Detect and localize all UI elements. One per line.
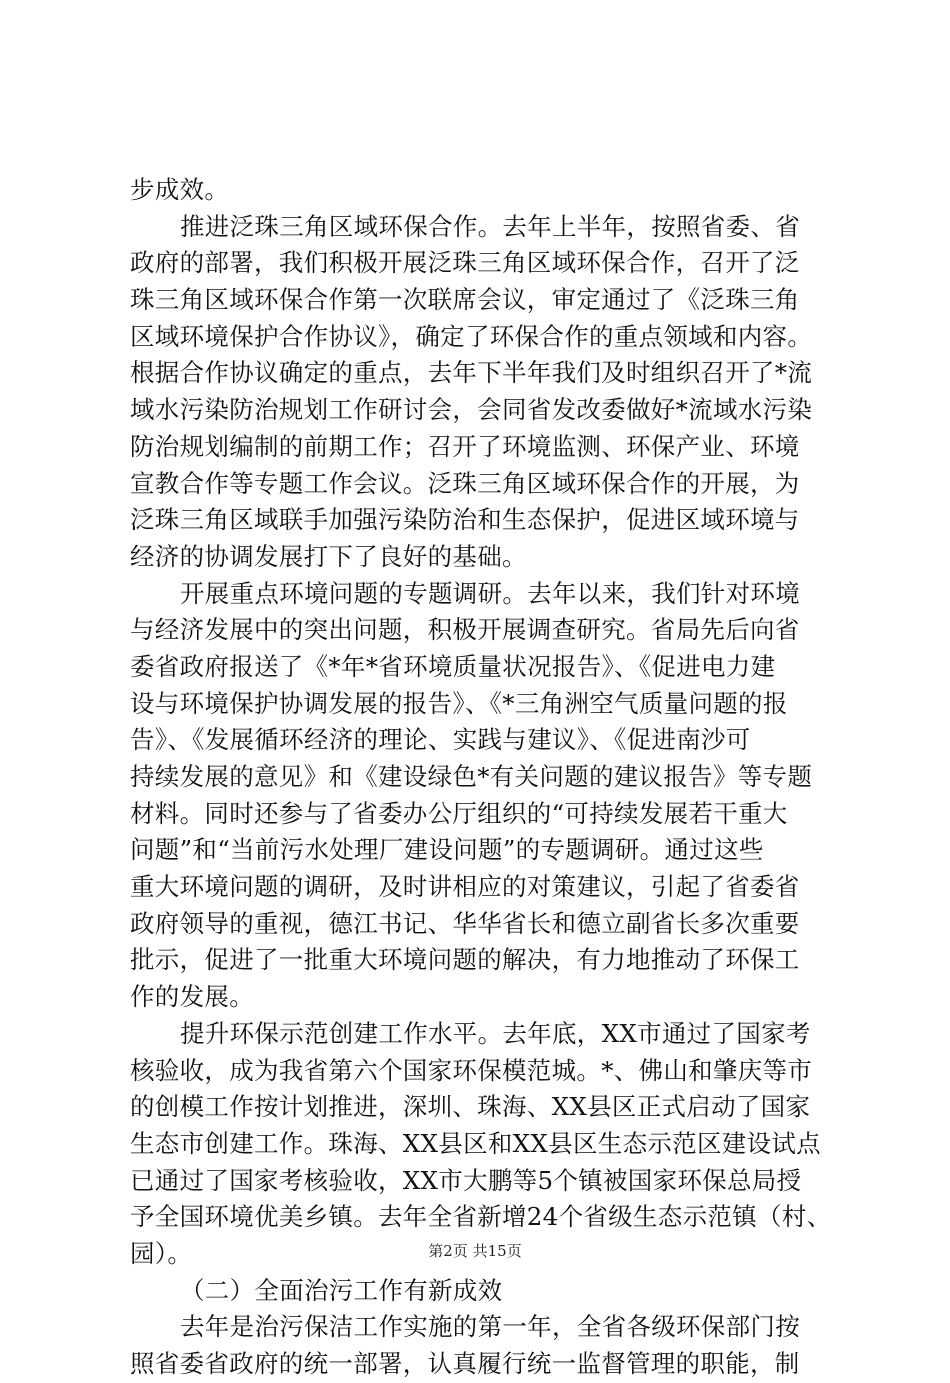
text-line: 开展重点环境问题的专题调研。去年以来，我们针对环境 (180, 578, 800, 608)
text-line: 宣教合作等专题工作会议。泛珠三角区域环保合作的开展，为 (130, 468, 800, 498)
text-line: 与经济发展中的突出问题，积极开展调查研究。省局先后向省 (130, 615, 800, 645)
text-line: 泛珠三角区域联手加强污染防治和生态保护，促进区域环境与 (130, 505, 800, 535)
text-line: 批示，促进了一批重大环境问题的解决，有力地推动了环保工 (130, 945, 800, 975)
text-line: 提升环保示范创建工作水平。去年底，XX市通过了国家考 (180, 1018, 811, 1048)
text-line: 材料。同时还参与了省委办公厅组织的“可持续发展若干重大 (130, 798, 788, 828)
text-line: 告》、《发展循环经济的理论、实践与建议》、《促进南沙可 (130, 725, 751, 755)
text-line: 委省政府报送了《*年*省环境质量状况报告》、《促进电力建 (130, 651, 776, 681)
text-line: 问题”和“当前污水处理厂建设问题”的专题调研。通过这些 (130, 835, 764, 865)
text-line: 的创模工作按计划推进，深圳、珠海、XX县区正式启动了国家 (130, 1092, 811, 1122)
text-line: 去年是治污保洁工作实施的第一年，全省各级环保部门按 (180, 1312, 800, 1342)
text-line: 防治规划编制的前期工作；召开了环境监测、环保产业、环境 (130, 431, 800, 461)
text-line: 政府的部署，我们积极开展泛珠三角区域环保合作，召开了泛 (130, 248, 800, 278)
text-line: 根据合作协议确定的重点，去年下半年我们及时组织召开了*流 (130, 358, 813, 388)
text-line: 区域环境保护合作协议》，确定了环保合作的重点领域和内容。 (130, 321, 813, 351)
text-line: 步成效。 (130, 175, 230, 204)
text-line: 生态市创建工作。珠海、XX县区和XX县区生态示范区建设试点 (130, 1128, 821, 1158)
text-line: 予全国环境优美乡镇。去年全省新增24个省级生态示范镇（村、 (130, 1202, 832, 1232)
text-line: 核验收，成为我省第六个国家环保模范城。*、佛山和肇庆等市 (130, 1055, 813, 1085)
text-line: 作的发展。 (130, 982, 254, 1012)
page-number: 第2页 共15页 (428, 1242, 522, 1260)
text-line: 推进泛珠三角区域环保合作。去年上半年，按照省委、省 (180, 211, 800, 241)
text-line: 照省委省政府的统一部署，认真履行统一监督管理的职能，制 (130, 1349, 800, 1378)
text-line: 已通过了国家考核验收，XX市大鹏等5个镇被国家环保总局授 (130, 1165, 802, 1195)
text-line: 珠三角区域环保合作第一次联席会议，审定通过了《泛珠三角 (130, 285, 800, 315)
page-footer (0, 1240, 950, 1261)
text-line: 重大环境问题的调研，及时讲相应的对策建议，引起了省委省 (130, 872, 800, 902)
text-line: 持续发展的意见》和《建设绿色*有关问题的建议报告》等专题 (130, 762, 813, 791)
text-line: （二）全面治污工作有新成效 (180, 1275, 503, 1305)
text-line: 经济的协调发展打下了良好的基础。 (130, 541, 527, 571)
text-line: 园）。 (130, 1238, 193, 1268)
text-line: 设与环境保护协调发展的报告》、《*三角洲空气质量问题的报 (130, 688, 788, 718)
text-line: 政府领导的重视，德江书记、华华省长和德立副省长多次重要 (130, 908, 800, 938)
document-body (130, 172, 845, 1383)
text-line: 域水污染防治规划工作研讨会，会同省发改委做好*流域水污染 (130, 395, 813, 425)
